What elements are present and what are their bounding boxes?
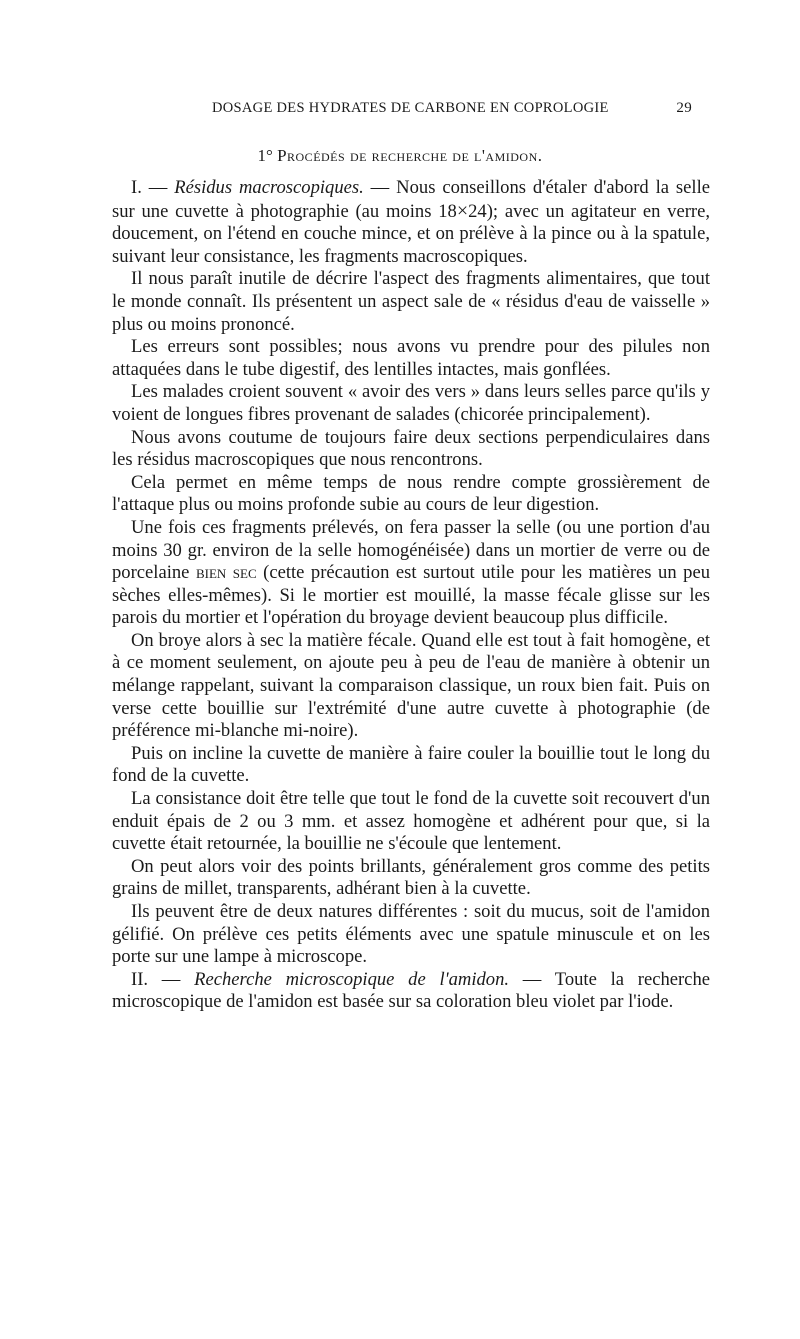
section-title: Procédés de recherche de l'amidon.: [277, 146, 543, 165]
paragraph: Nous avons coutume de toujours faire deux sections perpendiculaires dans les résidus macroscopiques que nous rencontrons.: [112, 426, 710, 471]
paragraph: [112, 177, 710, 268]
subsection-number: II. —: [131, 968, 195, 990]
subsection-title: Résidus macroscopiques.: [174, 177, 364, 198]
paragraph-text: (cette précaution est surtout utile pour les matières un peu sèches elles-mêmes). Si le mortier est mouillé, la masse fécale glisse sur les parois du mortier et l'opération du broyage devient beaucoup plus difficile.: [112, 562, 710, 629]
paragraph: La consistance doit être telle que tout le fond de la cuvette soit recouvert d'un enduit épais de 2 ou 3 mm. et assez homogène et adhérent pour que, si la cuvette était retournée, la bouillie ne s'écoule que lentement.: [112, 788, 710, 855]
page-header: [112, 100, 692, 124]
times-sign: ×: [456, 199, 469, 222]
paragraph: Il nous paraît inutile de décrire l'aspect des fragments alimentaires, que tout le monde connaît. Ils présentent un aspect sale de « résidus d'eau de vaisselle » plus ou moins prononcé.: [112, 268, 710, 335]
paragraph-text: — Toute la recherche microscopique de l'amidon est basée sur sa coloration bleu violet par l'iode.: [112, 968, 710, 1013]
running-title: DOSAGE DES HYDRATES DE CARBONE EN COPROLOGIE: [212, 100, 609, 116]
paragraph: [112, 969, 710, 1014]
subsection-number: I. —: [131, 177, 175, 198]
paragraph-text: 24); avec un agitateur en verre, doucement, on l'étend en couche mince, et on prélève à la pince ou à la spatule, suivant leur consistance, les fragments macroscopiques.: [112, 200, 710, 267]
paragraph: Cela permet en même temps de nous rendre compte grossièrement de l'attaque plus ou moins profonde subie au cours de leur digestion.: [112, 471, 710, 516]
paragraph: [112, 517, 710, 630]
paragraph: Ils peuvent être de deux natures différentes : soit du mucus, soit de l'amidon gélifié. On prélève ces petits éléments avec une spatule minuscule et on les porte sur une lampe à microscope.: [112, 901, 710, 968]
paragraph: Les erreurs sont possibles; nous avons vu prendre pour des pilules non attaquées dans le tube digestif, des lentilles intactes, mais gonflées.: [112, 336, 710, 380]
subsection-title: Recherche microscopique de l'amidon.: [194, 968, 510, 990]
section-number: 1°: [257, 146, 273, 165]
paragraph: On peut alors voir des points brillants, généralement gros comme des petits grains de millet, transparents, adhérant bien à la cuvette.: [112, 855, 710, 900]
paragraph: Puis on incline la cuvette de manière à faire couler la bouillie tout le long du fond de la cuvette.: [112, 742, 710, 787]
paragraph: On broye alors à sec la matière fécale. Quand elle est tout à fait homogène, et à ce moment seulement, on ajoute peu à peu de l'eau de manière à obtenir un mélange rappelant, suivant la comparaison classique, un roux bien fait. Puis on verse cette bouillie sur l'extrémité d'une autre cuvette à photographie (de préférence mi-blanche mi-noire).: [112, 629, 710, 742]
paragraph-text: — Nous conseillons d'étaler d'abord la selle sur une cuvette à photographie (au moins 18: [112, 177, 710, 222]
paragraph: Les malades croient souvent « avoir des vers » dans leurs selles parce qu'ils y voient de longues fibres provenant de salades (chicorée principalement).: [112, 381, 710, 425]
page-number: 29: [676, 100, 692, 116]
section-heading: [0, 146, 800, 166]
body-text: [112, 177, 710, 1014]
paragraph-text: Une fois ces fragments prélevés, on fera passer la selle (ou une portion d'au moins 30 gr. environ de la selle homogénéisée) dans un mortier de verre ou de porcelaine: [112, 516, 710, 584]
emphasis-smallcaps: bien sec: [195, 562, 257, 584]
